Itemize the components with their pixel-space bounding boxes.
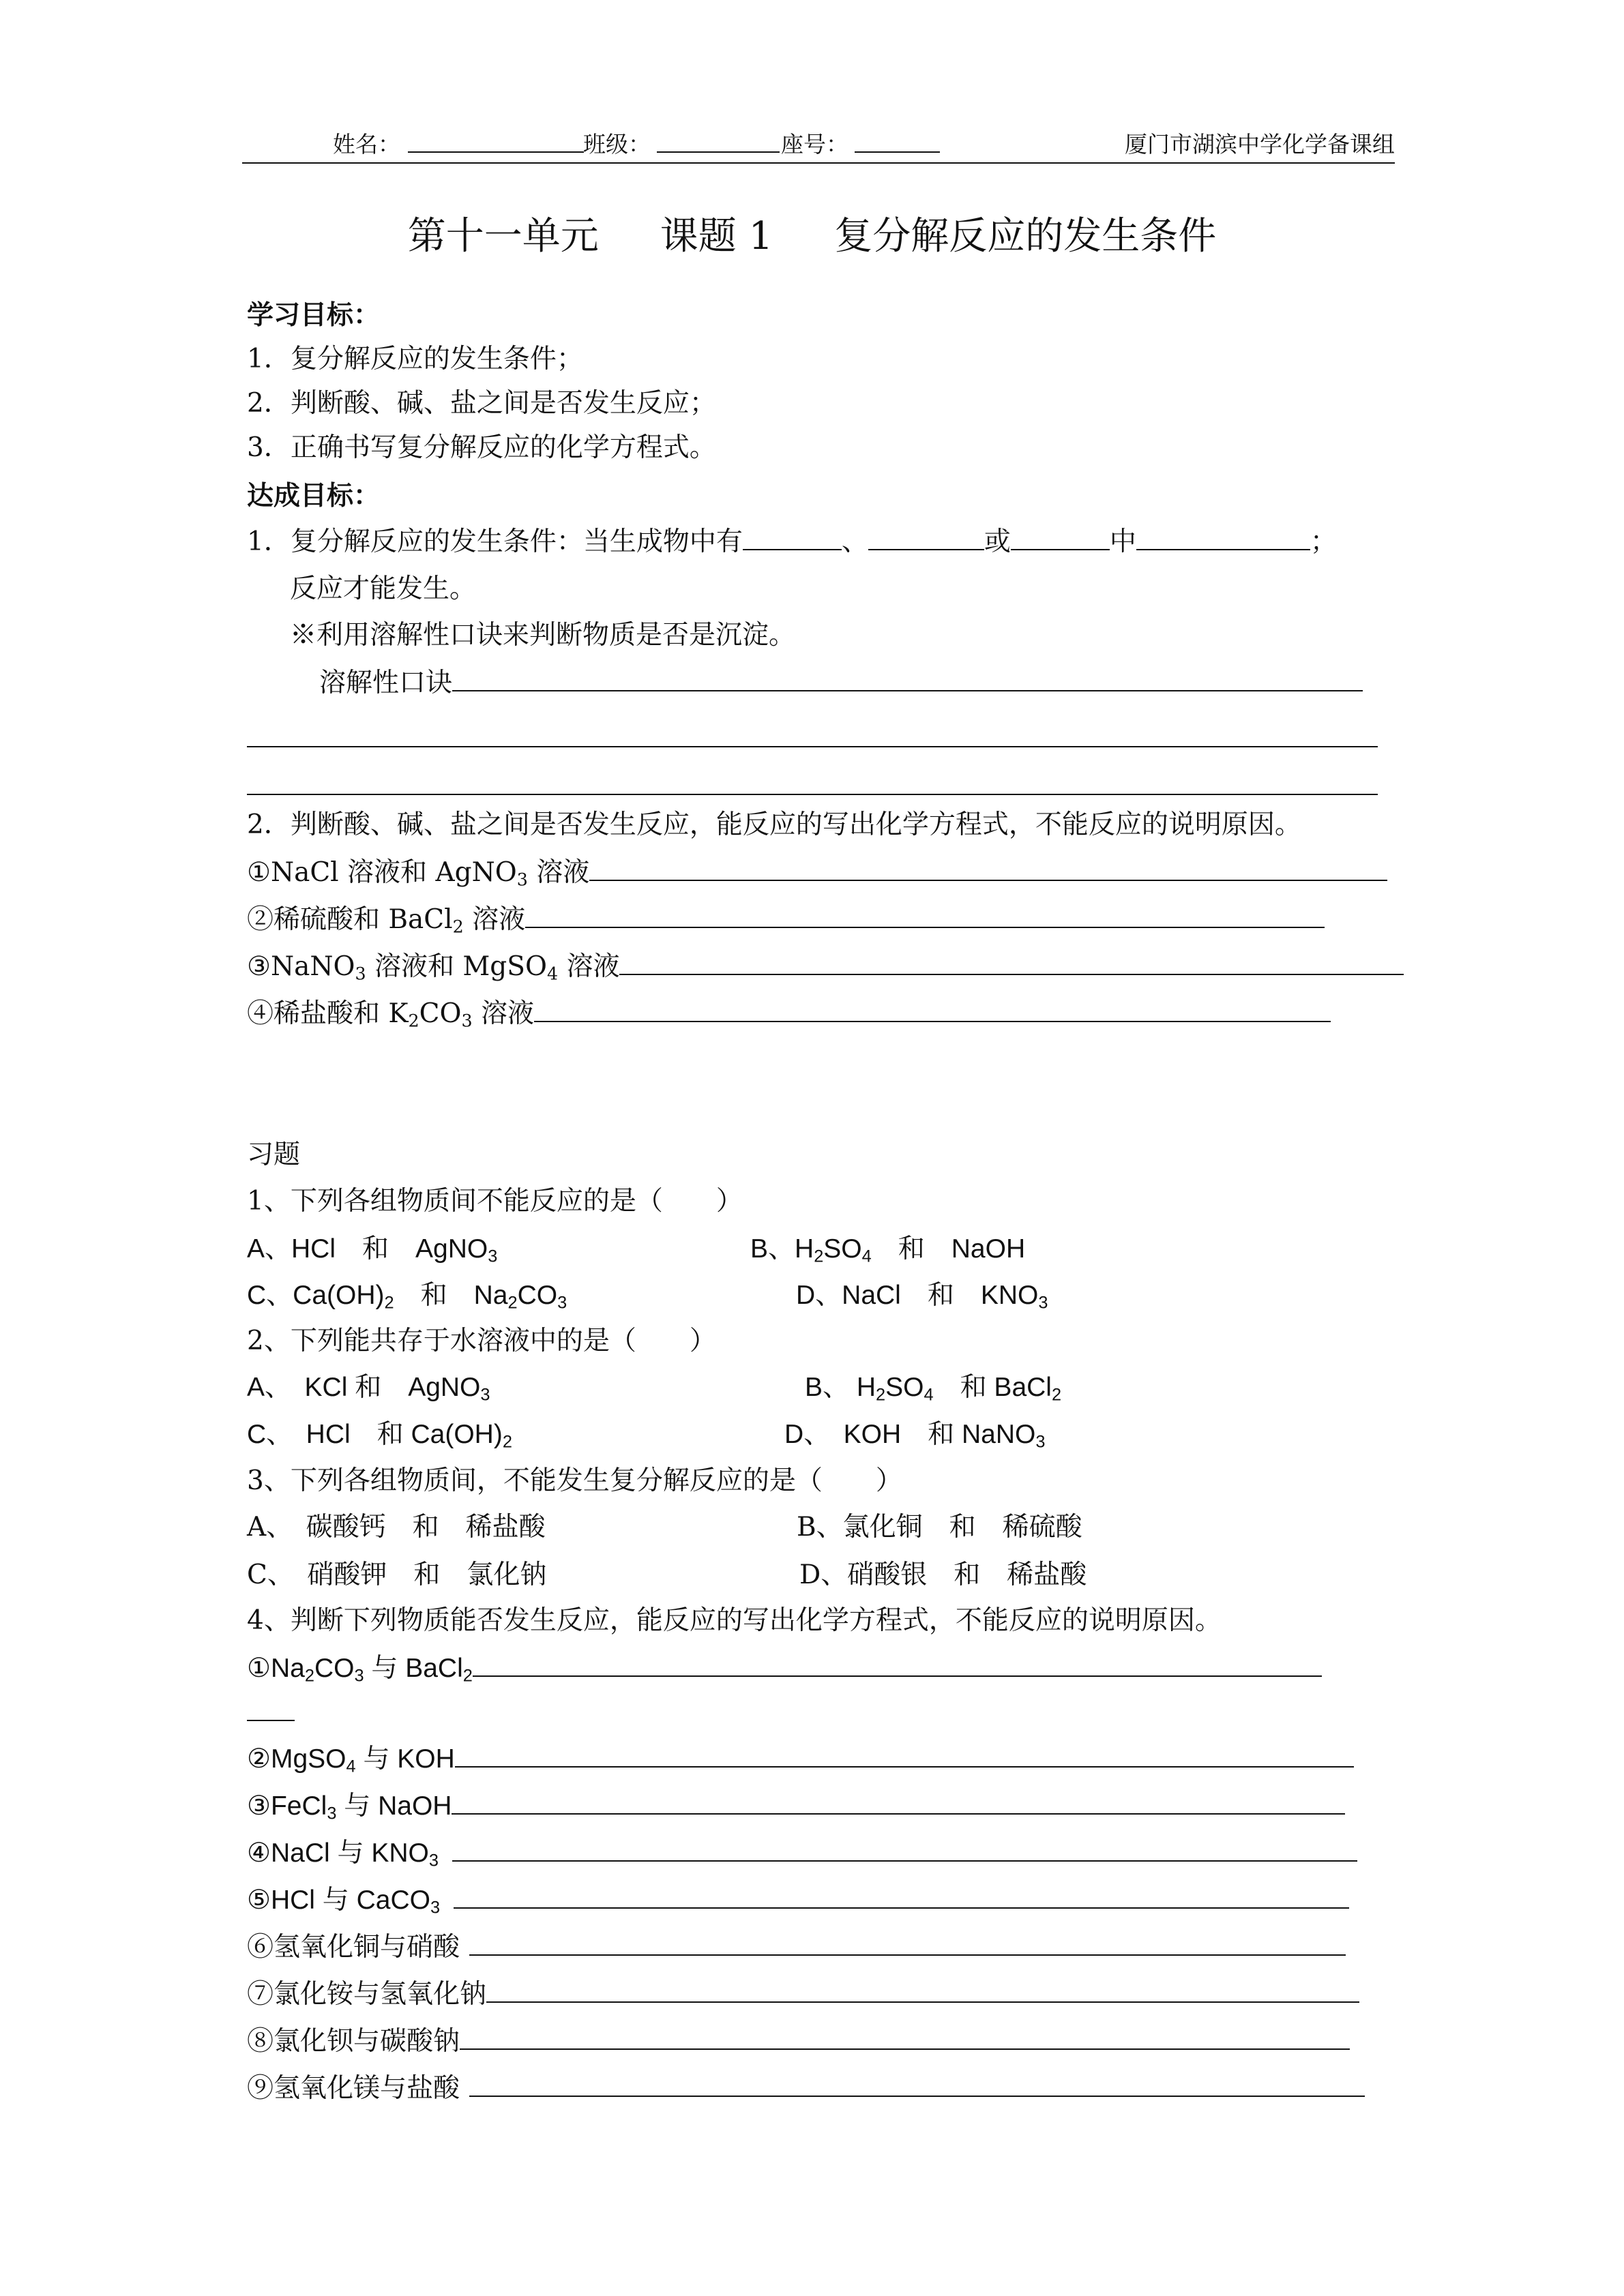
subscript: 3 [461,1010,473,1031]
q4-item [247,1650,1322,1687]
subscript: 3 [488,1247,498,1266]
text: ②MgSO [247,1744,346,1774]
answer-blank[interactable] [452,1837,1357,1862]
q3-option-c[interactable]: C、 硝酸钾 和 氯化钠 [247,1560,547,1590]
text: ⑥氢氧化铜与硝酸 [247,1932,460,1963]
solubility-note: ※利用溶解性口诀来判断物质是否是沉淀。 [290,620,796,651]
answer-line[interactable] [247,746,1378,747]
subscript: 3 [1035,1432,1046,1452]
class-label: 班级： [583,131,651,158]
text: ③FeCl [247,1791,327,1821]
answer-blank[interactable] [455,1743,1354,1768]
q4-item [247,1929,1346,1966]
text: 和 BaCl [933,1373,1052,1402]
condition-blank-4[interactable] [1136,526,1310,550]
name-field[interactable] [408,128,584,153]
achieve-item-1-text: 1．复分解反应的发生条件：当生成物中有 [247,526,743,557]
answer-blank[interactable] [473,1652,1322,1677]
achieve-heading: 达成目标： [247,480,381,511]
answer-blank[interactable] [525,904,1325,928]
subscript: 2 [452,916,464,937]
condition-blank-1[interactable] [743,526,842,550]
q3-option-d[interactable]: D、硝酸银 和 稀盐酸 [799,1560,1087,1590]
text: ⑨氢氧化镁与盐酸 [247,2073,460,2104]
title-lesson: 课题 1 [660,214,773,258]
q3-option-b[interactable]: B、氯化铜 和 稀硫酸 [797,1512,1082,1542]
q4-item [247,2023,1350,2060]
text: B、H [750,1234,814,1264]
subscript: 2 [507,1293,518,1313]
zhong-word: 中 [1109,526,1136,557]
title-unit: 第十一单元 [407,214,599,258]
question-2-stem: 2、下列能共存于水溶液中的是（ ） [247,1326,716,1356]
text: ④稀盐酸和 K [247,998,409,1029]
text: ②稀硫酸和 BaCl [247,904,453,935]
q3-option-a[interactable]: A、 碳酸钙 和 稀盐酸 [247,1512,546,1542]
text: D、 KOH 和 NaNO [784,1420,1036,1449]
text: ④NaCl 与 KNO [247,1838,429,1868]
text: 与 KOH [355,1744,455,1774]
objectives-heading: 学习目标： [247,299,381,331]
subscript: 3 [480,1385,490,1405]
subscript: 2 [502,1432,512,1452]
q4-item [247,1976,1359,2013]
text: A、 KCl 和 AgNO [247,1373,481,1402]
subscript: 3 [557,1293,567,1313]
or-word: 或 [984,526,1011,557]
semicolon: ； [1310,526,1337,557]
class-field[interactable] [657,128,780,153]
subscript: 4 [346,1757,356,1776]
q4-item [247,2070,1365,2107]
text: 溶液 [558,951,620,982]
answer-blank[interactable] [619,951,1404,975]
subscript: 3 [430,1898,441,1918]
seat-label: 座号： [781,131,848,158]
achieve-item-1 [247,524,1337,561]
answer-blank[interactable] [534,998,1331,1022]
page-title [0,213,1624,260]
page-header [242,127,1395,165]
answer-line[interactable] [247,794,1378,795]
subscript: 2 [1051,1385,1062,1405]
text: CO [419,998,462,1029]
text: 与 BaCl [364,1654,463,1683]
rhyme-blank[interactable] [452,667,1363,691]
q1-option-b[interactable] [750,1231,1025,1268]
text: D、NaCl 和 KNO [796,1281,1039,1310]
subscript: 4 [861,1247,872,1266]
text: SO [823,1234,862,1264]
answer-blank[interactable] [469,2072,1365,2097]
question-1-stem: 1、下列各组物质间不能反应的是（ ） [247,1186,743,1217]
subscript: 2 [408,1010,419,1031]
text: CO [314,1654,355,1683]
reaction-item [247,949,1404,985]
reaction-item [247,901,1325,938]
text: ⑧氯化钡与碳酸钠 [247,2026,460,2057]
subscript: 3 [354,1666,364,1686]
subscript: 2 [304,1666,314,1686]
text: 溶液 [472,998,535,1029]
subscript: 3 [355,963,366,984]
subscript: 4 [546,963,559,984]
objective-item: 3．正确书写复分解反应的化学方程式。 [247,432,716,463]
solubility-rhyme-row [319,665,1363,702]
text: 溶液和 MgSO [366,951,547,982]
condition-blank-2[interactable] [868,526,984,550]
text: 和 Na [394,1281,508,1310]
question-3-stem: 3、下列各组物质间，不能发生复分解反应的是（ ） [247,1465,902,1496]
seat-field[interactable] [855,128,940,153]
title-topic: 复分解反应的发生条件 [834,214,1217,258]
text: ①Na [247,1654,305,1683]
reaction-item [247,854,1387,891]
q4-item [247,1741,1354,1778]
q2-option-d[interactable] [784,1416,1045,1453]
text: 与 NaOH [336,1791,452,1821]
subscript: 2 [384,1293,394,1313]
text: ⑤HCl 与 CaCO [247,1885,430,1915]
separator: 、 [841,526,868,557]
header-rule [242,162,1395,164]
q4-item [247,1835,1357,1872]
text: B、 H [805,1373,876,1402]
text: ③NaNO [247,951,355,982]
condition-blank-3[interactable] [1011,526,1110,550]
answer-blank[interactable] [469,1931,1346,1956]
rhyme-label: 溶解性口诀 [319,668,453,698]
text: ⑦氯化铵与氢氧化钠 [247,1979,487,2010]
text: CO [517,1281,558,1310]
q1-option-c[interactable] [247,1277,567,1314]
achieve-item-2: 2．判断酸、碱、盐之间是否发生反应，能反应的写出化学方程式，不能反应的说明原因。 [247,809,1301,840]
subscript: 2 [876,1385,886,1405]
answer-blank[interactable] [452,1790,1345,1815]
subscript: 2 [814,1247,824,1266]
q2-option-a[interactable] [247,1369,490,1406]
subscript: 3 [516,869,528,890]
text: 溶液 [463,904,526,935]
text: C、Ca(OH) [247,1281,385,1310]
subscript: 3 [1038,1293,1048,1313]
q1-option-d[interactable] [796,1277,1048,1314]
text: 和 NaOH [871,1234,1026,1264]
exercises-heading: 习题 [247,1139,301,1170]
q4-item [247,1882,1349,1919]
answer-line-continuation[interactable] [247,1720,295,1721]
text: 溶液 [527,857,590,888]
text: A、HCl 和 AgNO [247,1234,488,1264]
answer-blank[interactable] [486,1978,1359,2003]
subscript: 3 [327,1804,337,1823]
objective-item: 1．复分解反应的发生条件； [247,344,583,374]
subscript: 2 [462,1666,473,1686]
name-label: 姓名： [333,131,400,158]
reaction-item [247,996,1331,1032]
text: ①NaCl 溶液和 AgNO [247,857,517,888]
q4-item [247,1788,1345,1825]
q2-option-c[interactable] [247,1416,512,1453]
achieve-item-1-cont: 反应才能发生。 [290,573,477,604]
text: C、 HCl 和 Ca(OH) [247,1420,503,1449]
q2-option-b[interactable] [805,1369,1061,1406]
subscript: 3 [428,1851,439,1870]
text: SO [885,1373,924,1402]
objective-item: 2．判断酸、碱、盐之间是否发生反应； [247,388,716,419]
q1-option-a[interactable] [247,1231,497,1268]
answer-blank[interactable] [460,2025,1350,2050]
answer-blank[interactable] [454,1884,1349,1909]
school-name: 厦门市湖滨中学化学备课组 [1125,131,1395,158]
subscript: 4 [924,1385,934,1405]
answer-blank[interactable] [589,856,1387,881]
question-4-stem: 4、判断下列物质能否发生反应，能反应的写出化学方程式，不能反应的说明原因。 [247,1605,1222,1636]
